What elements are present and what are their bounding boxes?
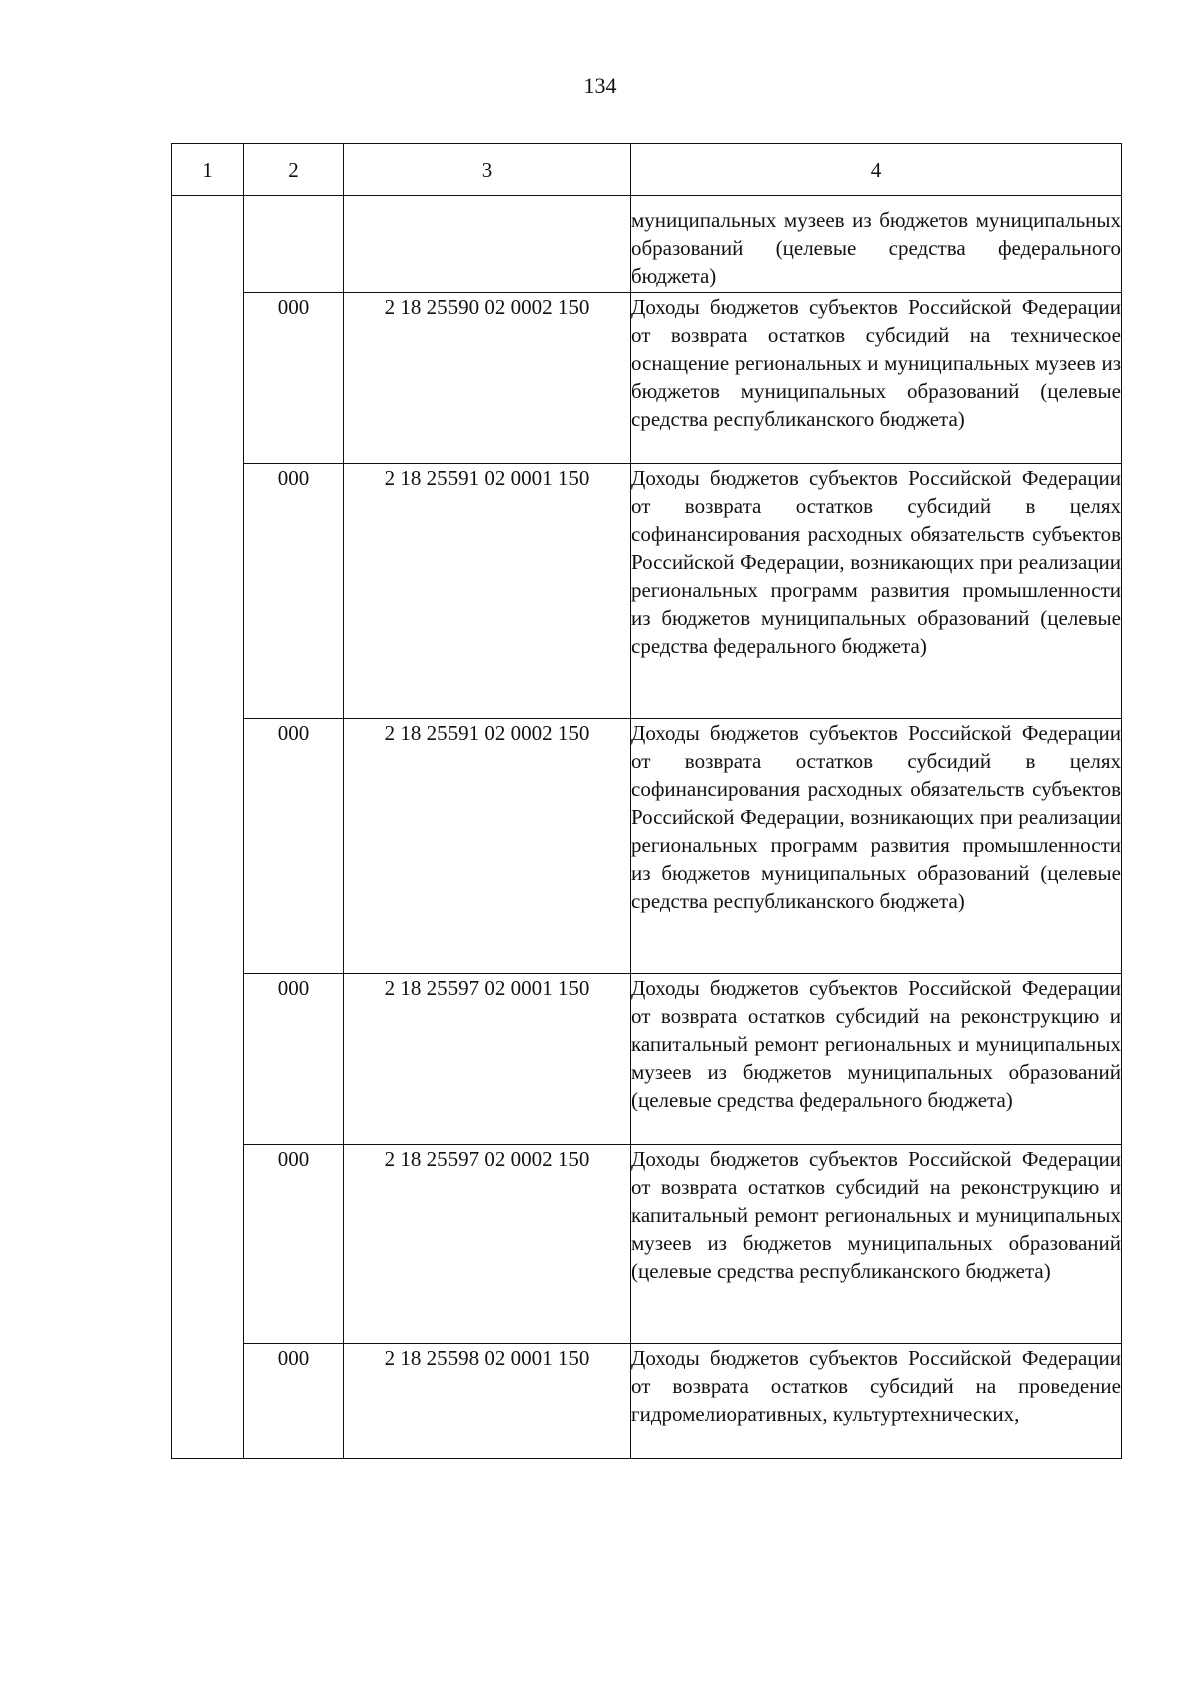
table-body [172, 196, 1122, 1459]
description-cell: Доходы бюджетов субъектов Российской Федерации от возврата остатков субсидий на проведение гидромелиоративных, культуртехнических, [631, 1344, 1122, 1459]
admin-code-cell: 000 [244, 464, 344, 719]
description-cell: Доходы бюджетов субъектов Российской Федерации от возврата остатков субсидий в целях софинансирования расходных обязательств субъектов Российской Федерации, возникающих при реализации региональных программ развития промышленности из бюджетов муниципальных образований (целевые средства республиканского бюджета) [631, 719, 1122, 974]
header-row [172, 144, 1122, 196]
budget-codes-table [171, 143, 1122, 1459]
table-row [172, 293, 1122, 464]
budget-code-cell: 2 18 25597 02 0002 150 [344, 1145, 631, 1344]
admin-code-cell: 000 [244, 1344, 344, 1459]
budget-code-cell: 2 18 25590 02 0002 150 [344, 293, 631, 464]
admin-code-cell [244, 196, 344, 293]
description-cell: Доходы бюджетов субъектов Российской Федерации от возврата остатков субсидий на техническое оснащение региональных и муниципальных музеев из бюджетов муниципальных образований (целевые средства республиканского бюджета) [631, 293, 1122, 464]
admin-code-cell: 000 [244, 719, 344, 974]
budget-code-cell [344, 196, 631, 293]
description-cell: муниципальных музеев из бюджетов муниципальных образований (целевые средства федерального бюджета) [631, 196, 1122, 293]
table-row [172, 974, 1122, 1145]
table-header [172, 144, 1122, 196]
admin-code-cell: 000 [244, 974, 344, 1145]
table-row [172, 464, 1122, 719]
header-col-3: 3 [344, 144, 631, 196]
header-col-4: 4 [631, 144, 1122, 196]
header-col-2: 2 [244, 144, 344, 196]
description-cell: Доходы бюджетов субъектов Российской Федерации от возврата остатков субсидий в целях софинансирования расходных обязательств субъектов Российской Федерации, возникающих при реализации региональных программ развития промышленности из бюджетов муниципальных образований (целевые средства федерального бюджета) [631, 464, 1122, 719]
description-cell: Доходы бюджетов субъектов Российской Федерации от возврата остатков субсидий на реконструкцию и капитальный ремонт региональных и муниципальных музеев из бюджетов муниципальных образований (целевые средства федерального бюджета) [631, 974, 1122, 1145]
table-row [172, 719, 1122, 974]
merged-number-cell [172, 196, 244, 1459]
description-cell: Доходы бюджетов субъектов Российской Федерации от возврата остатков субсидий на реконструкцию и капитальный ремонт региональных и муниципальных музеев из бюджетов муниципальных образований (целевые средства республиканского бюджета) [631, 1145, 1122, 1344]
table-row [172, 1145, 1122, 1344]
header-col-1: 1 [172, 144, 244, 196]
budget-code-cell: 2 18 25591 02 0001 150 [344, 464, 631, 719]
budget-code-cell: 2 18 25591 02 0002 150 [344, 719, 631, 974]
admin-code-cell: 000 [244, 1145, 344, 1344]
page-number: 134 [583, 73, 617, 98]
budget-code-cell: 2 18 25597 02 0001 150 [344, 974, 631, 1145]
admin-code-cell: 000 [244, 293, 344, 464]
budget-code-cell: 2 18 25598 02 0001 150 [344, 1344, 631, 1459]
table-row [172, 1344, 1122, 1459]
table-row [172, 196, 1122, 293]
